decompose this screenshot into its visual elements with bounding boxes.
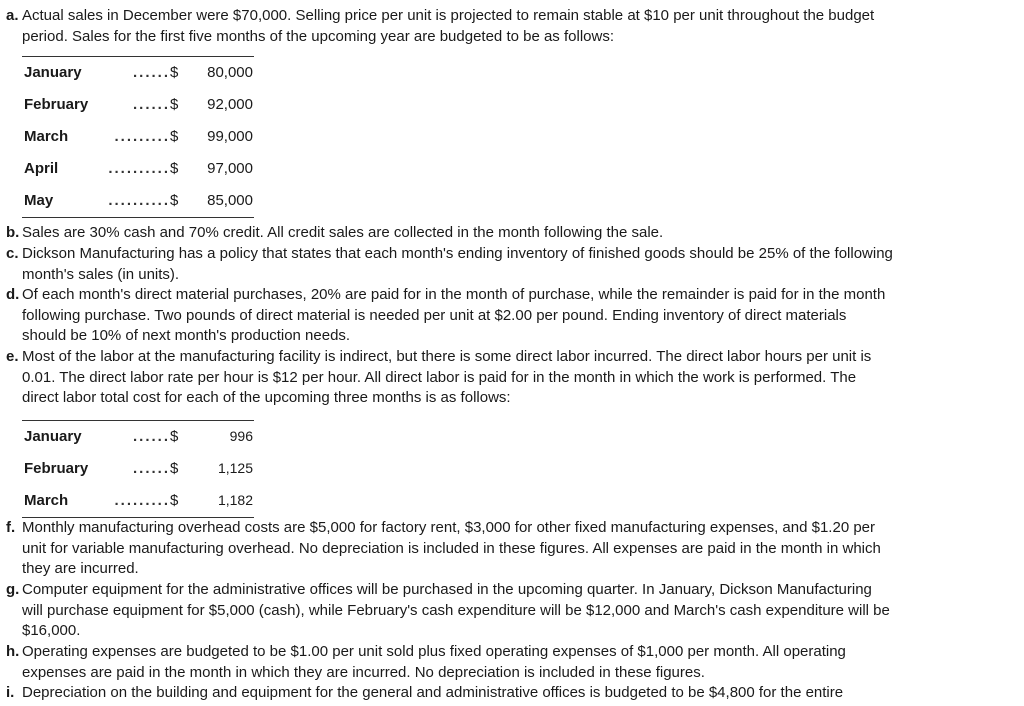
item-a-text: Actual sales in December were $70,000. Selling price per unit is projected to remain stable at $10 per unit throughout the budget period. Sales for the first five months of the upcoming year are budgeted to be as follows:	[22, 7, 875, 45]
item-i-letter: i.	[6, 684, 15, 701]
item-b-letter: b.	[6, 224, 20, 241]
leader-dots: ......	[132, 428, 170, 445]
table-row	[22, 185, 254, 217]
leader-dots: .........	[114, 492, 170, 509]
table-row	[22, 453, 254, 485]
leader-dots: ......	[132, 96, 170, 113]
table-row	[22, 421, 254, 453]
item-b-text: Sales are 30% cash and 70% credit. All credit sales are collected in the month following the sale.	[22, 224, 664, 241]
sales-value: 80,000	[207, 64, 253, 81]
item-e	[6, 347, 1006, 409]
month-label: May	[24, 192, 59, 209]
sales-value: 92,000	[207, 96, 253, 113]
table-row	[22, 153, 254, 185]
item-d	[6, 285, 1006, 347]
leader-dots: ......	[132, 460, 170, 477]
currency-sign: $	[170, 96, 179, 113]
labor-cost-value: 1,182	[217, 492, 253, 508]
labor-cost-value: 1,125	[217, 460, 253, 476]
item-h-text: Operating expenses are budgeted to be $1.00 per unit sold plus fixed operating expenses of $1,000 per month. All operating expenses are paid in the month in which they are incurred. No depreciation is included in these figures.	[22, 643, 846, 681]
month-label: February	[24, 460, 94, 477]
currency-sign: $	[170, 460, 179, 477]
item-e-letter: e.	[6, 348, 19, 365]
table-row	[22, 121, 254, 153]
table-row	[22, 485, 254, 517]
month-label: January	[24, 64, 88, 81]
sales-value: 99,000	[207, 128, 253, 145]
currency-sign: $	[170, 160, 179, 177]
item-f-text: Monthly manufacturing overhead costs are $5,000 for factory rent, $3,000 for other fixed manufacturing expenses, and $1.20 per unit for variable manufacturing overhead. No depreciation is included in these figures. All expenses are paid in the month in which they are incurred.	[22, 519, 881, 578]
currency-sign: $	[170, 492, 179, 509]
item-g	[6, 580, 1006, 642]
sales-value: 85,000	[207, 192, 253, 209]
labor-table	[22, 420, 254, 518]
table-row	[22, 57, 254, 89]
item-c-letter: c.	[6, 245, 19, 262]
item-i-text: Depreciation on the building and equipment for the general and administrative offices is budgeted to be $4,800 for the entire	[22, 684, 844, 701]
month-label: January	[24, 428, 88, 445]
month-label: March	[24, 128, 74, 145]
item-h	[6, 642, 1006, 683]
item-b	[6, 223, 1006, 244]
item-a	[6, 6, 1006, 47]
sales-value: 97,000	[207, 160, 253, 177]
item-g-text: Computer equipment for the administrative offices will be purchased in the upcoming quarter. In January, Dickson Manufacturing will purchase equipment for $5,000 (cash), while February's cash expenditure will be $12,000 and March's cash expenditure will be $16,000.	[22, 581, 890, 640]
leader-dots: ..........	[108, 160, 170, 177]
month-label: February	[24, 96, 94, 113]
month-label: March	[24, 492, 74, 509]
month-label: April	[24, 160, 64, 177]
currency-sign: $	[170, 428, 179, 445]
currency-sign: $	[170, 192, 179, 209]
item-a-letter: a.	[6, 7, 19, 24]
item-g-letter: g.	[6, 581, 20, 598]
currency-sign: $	[170, 64, 179, 81]
leader-dots: .........	[114, 128, 170, 145]
item-c	[6, 244, 1006, 285]
item-f-letter: f.	[6, 519, 16, 536]
table-row	[22, 89, 254, 121]
item-d-text: Of each month's direct material purchases, 20% are paid for in the month of purchase, while the remainder is paid for in the month following purchase. Two pounds of direct material is needed per unit at $2.00 per pound. Ending inventory of direct materials should be 10% of next month's production needs.	[22, 286, 886, 345]
leader-dots: ......	[132, 64, 170, 81]
leader-dots: ..........	[108, 192, 170, 209]
labor-cost-value: 996	[229, 428, 253, 444]
item-e-text: Most of the labor at the manufacturing facility is indirect, but there is some direct labor incurred. The direct labor hours per unit is 0.01. The direct labor rate per hour is $12 per hour. All direct labor is paid for in the month in which the work is performed. The direct labor total cost for each of the upcoming three months is as follows:	[22, 348, 872, 407]
item-h-letter: h.	[6, 643, 20, 660]
sales-table	[22, 56, 254, 218]
item-d-letter: d.	[6, 286, 20, 303]
item-c-text: Dickson Manufacturing has a policy that states that each month's ending inventory of finished goods should be 25% of the following month's sales (in units).	[22, 245, 893, 283]
currency-sign: $	[170, 128, 179, 145]
item-i	[6, 683, 1006, 704]
item-f	[6, 518, 1006, 580]
